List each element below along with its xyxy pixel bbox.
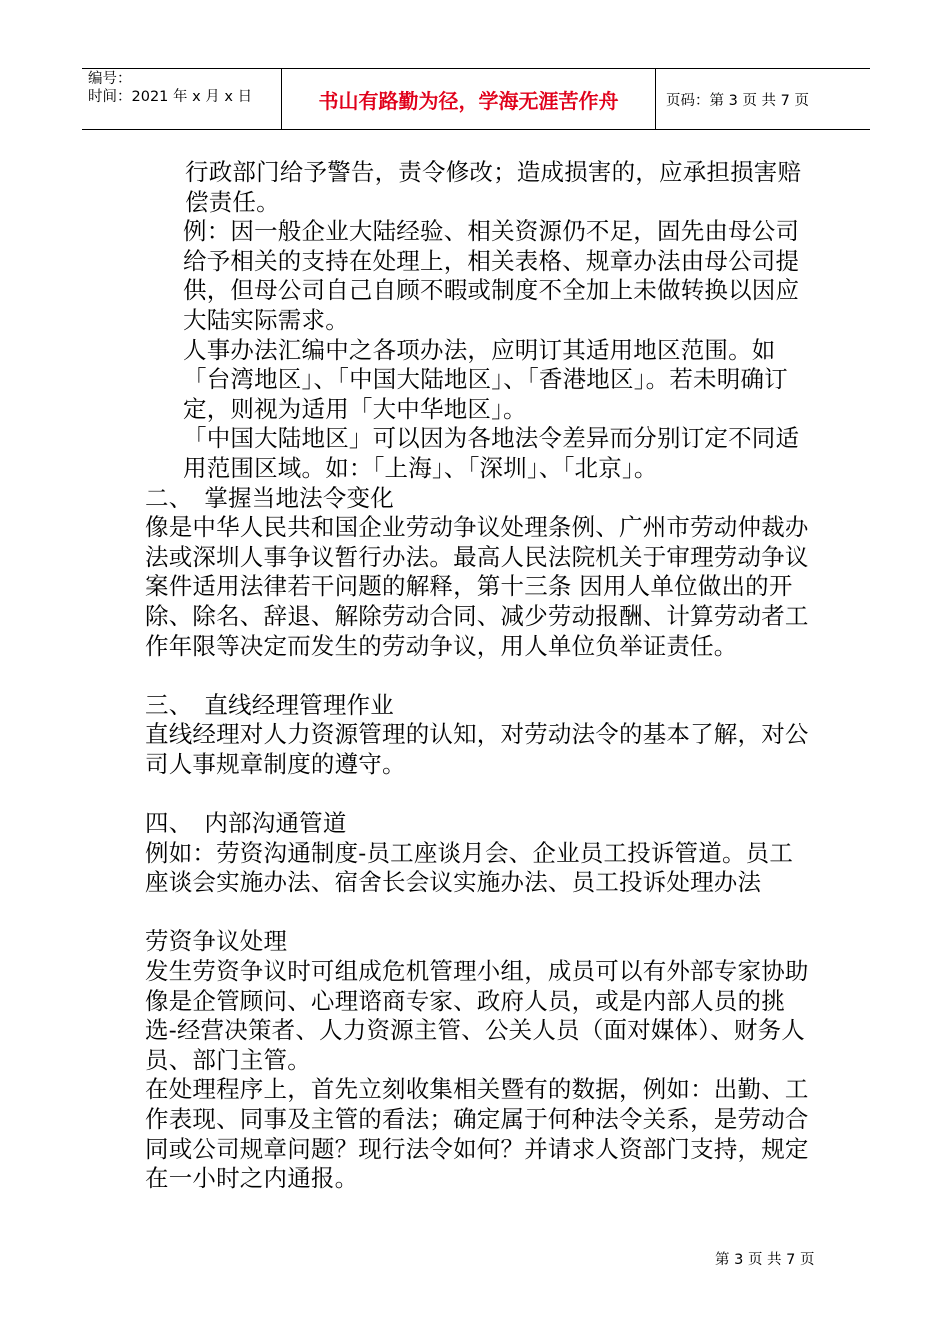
section-heading: 劳资争议处理 [145, 927, 288, 956]
paragraph: 例：因一般企业大陆经验、相关资源仍不足，固先由母公司给予相关的支持在处理上，相关表格、规章办法由母公司提供，但母公司自己自顾不暇或制度不全加上未做转换以因应大陆实际需求。 [183, 217, 800, 334]
paragraph: 例如：劳资沟通制度-员工座谈月会、企业员工投诉管道。员工座谈会实施办法、宿舍长会议实施办法、员工投诉处理办法 [145, 838, 794, 897]
section-heading: 四、 内部沟通管道 [145, 809, 347, 838]
paragraph: 在处理程序上，首先立刻收集相关暨有的数据，例如：出勤、工作表现、同事及主管的看法；确定属于何种法令关系，是劳动合同或公司规章问题？现行法令如何？并请求人资部门支持，规定在一小时之内通报。 [145, 1075, 809, 1193]
paragraph: 行政部门给予警告，责令修改；造成损害的，应承担损害赔偿责任。 [185, 158, 802, 216]
paragraph: 像是中华人民共和国企业劳动争议处理条例、广州市劳动仲裁办法或深圳人事争议暂行办法。最高人民法院机关于审理劳动争议案件适用法律若干问题的解释，第十三条 因用人单位做出的开除、除名、辞退、解除劳动合同、减少劳动报酬、计算劳动者工作年限等决定而发生的劳动争议，用人单位负举证责任。 [145, 513, 809, 660]
section-heading: 二、 掌握当地法令变化 [145, 483, 394, 512]
page-footer: 第 3 页 共 7 页 [715, 1252, 815, 1268]
paragraph: 直线经理对人力资源管理的认知，对劳动法令的基本了解，对公司人事规章制度的遵守。 [145, 720, 809, 778]
section-heading: 三、 直线经理管理作业 [145, 690, 394, 719]
paragraph: 发生劳资争议时可组成危机管理小组，成员可以有外部专家协助像是企管顾问、心理谘商专家、政府人员，或是内部人员的挑选-经营决策者、人力资源主管、公关人员（面对媒体）、财务人员、部门主管。 [145, 957, 809, 1074]
document-body [145, 158, 810, 1194]
header-page-label: 页码：第 3 页 共 7 页 [666, 92, 809, 109]
header-meta [82, 69, 282, 129]
paragraph: 「中国大陆地区」可以因为各地法令差异而分别订定不同适用范围区域。如：「上海」、「深圳」、「北京」。 [183, 424, 800, 482]
page-header [82, 68, 870, 130]
header-motto: 书山有路勤为径，学海无涯苦作舟 [282, 69, 656, 129]
time-label: 时间：2021 年 x 月 x 日 [88, 89, 253, 105]
paragraph: 人事办法汇编中之各项办法，应明订其适用地区范围。如「台湾地区」、「中国大陆地区」、「香港地区」。若未明确订定，则视为适用「大中华地区」。 [183, 335, 788, 423]
number-label: 编号： [88, 71, 132, 87]
